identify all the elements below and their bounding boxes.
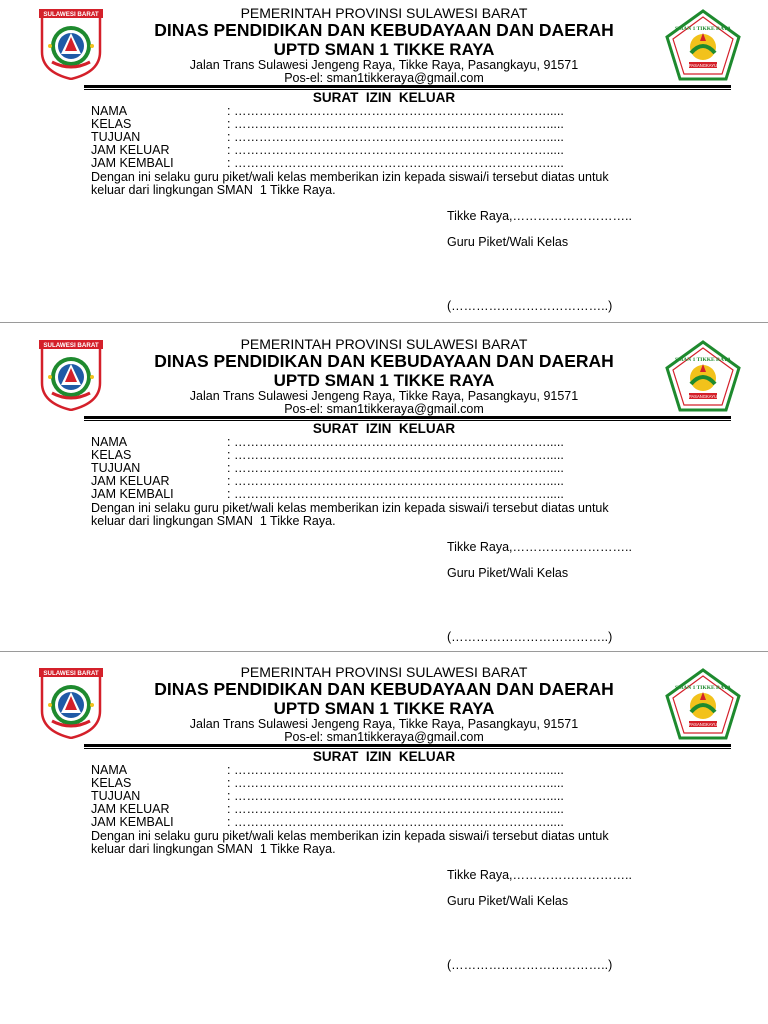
field-separator: : bbox=[227, 763, 231, 777]
field-blank: …………………………………………………………………..... bbox=[233, 130, 564, 144]
field-blank: …………………………………………………………………..... bbox=[233, 802, 564, 816]
field-nama bbox=[91, 435, 564, 449]
school-email: Pos-el: sman1tikkeraya@gmail.com bbox=[284, 730, 484, 744]
field-label: JAM KELUAR bbox=[91, 143, 170, 157]
field-kelas bbox=[91, 776, 564, 790]
permission-statement: Dengan ini selaku guru piket/wali kelas memberikan izin kepada siswai/i tersebut diatas untuk keluar dari lingkungan SMAN 1 Tikke Raya. bbox=[91, 501, 609, 528]
signature-line: (………………………………..) bbox=[447, 299, 613, 313]
field-label: JAM KEMBALI bbox=[91, 487, 174, 501]
letterhead-rule bbox=[84, 416, 731, 419]
field-separator: : bbox=[227, 461, 231, 475]
school-name: UPTD SMAN 1 TIKKE RAYA bbox=[273, 699, 495, 718]
field-separator: : bbox=[227, 474, 231, 488]
permit-slip-1 bbox=[0, 0, 768, 328]
field-blank: …………………………………………………………………..... bbox=[233, 763, 564, 777]
field-tujuan bbox=[91, 789, 564, 803]
field-blank: …………………………………………………………………..... bbox=[233, 156, 564, 170]
field-jam-keluar bbox=[91, 143, 564, 157]
field-blank: …………………………………………………………………..... bbox=[233, 448, 564, 462]
field-blank: …………………………………………………………………..... bbox=[233, 435, 564, 449]
signature-line: (………………………………..) bbox=[447, 958, 613, 972]
field-separator: : bbox=[227, 117, 231, 131]
field-tujuan bbox=[91, 461, 564, 475]
field-jam-keluar bbox=[91, 802, 564, 816]
field-label: NAMA bbox=[91, 104, 128, 118]
field-jam-kembali bbox=[91, 815, 564, 829]
school-address: Jalan Trans Sulawesi Jengeng Raya, Tikke Raya, Pasangkayu, 91571 bbox=[189, 58, 579, 72]
government-name: PEMERINTAH PROVINSI SULAWESI BARAT bbox=[240, 664, 528, 680]
field-separator: : bbox=[227, 776, 231, 790]
field-kelas bbox=[91, 448, 564, 462]
field-blank: …………………………………………………………………..... bbox=[233, 104, 564, 118]
emblem-band-text: PASANGKAYU bbox=[688, 63, 718, 68]
field-separator: : bbox=[227, 487, 231, 501]
field-blank: …………………………………………………………………..... bbox=[233, 815, 564, 829]
emblem-banner-text: SULAWESI BARAT bbox=[43, 670, 99, 677]
field-label: KELAS bbox=[91, 448, 132, 462]
signature-line: (………………………………..) bbox=[447, 630, 613, 644]
field-nama bbox=[91, 763, 564, 777]
form-title: SURAT IZIN KELUAR bbox=[312, 421, 456, 436]
school-email: Pos-el: sman1tikkeraya@gmail.com bbox=[284, 71, 484, 85]
field-label: TUJUAN bbox=[91, 130, 141, 144]
school-name: UPTD SMAN 1 TIKKE RAYA bbox=[273, 40, 495, 59]
emblem-banner-text: SULAWESI BARAT bbox=[43, 11, 99, 18]
field-separator: : bbox=[227, 815, 231, 829]
government-name: PEMERINTAH PROVINSI SULAWESI BARAT bbox=[240, 5, 528, 21]
field-blank: …………………………………………………………………..... bbox=[233, 776, 564, 790]
field-blank: …………………………………………………………………..... bbox=[233, 474, 564, 488]
emblem-band-text: PASANGKAYU bbox=[688, 394, 718, 399]
field-separator: : bbox=[227, 789, 231, 803]
field-blank: …………………………………………………………………..... bbox=[233, 487, 564, 501]
field-blank: …………………………………………………………………..... bbox=[233, 789, 564, 803]
field-label: NAMA bbox=[91, 435, 128, 449]
form-title: SURAT IZIN KELUAR bbox=[312, 749, 456, 764]
field-label: JAM KELUAR bbox=[91, 802, 170, 816]
government-name: PEMERINTAH PROVINSI SULAWESI BARAT bbox=[240, 336, 528, 352]
school-name: UPTD SMAN 1 TIKKE RAYA bbox=[273, 371, 495, 390]
letterhead-rule bbox=[84, 85, 731, 88]
field-tujuan bbox=[91, 130, 564, 144]
field-label: TUJUAN bbox=[91, 789, 141, 803]
agency-name: DINAS PENDIDIKAN DAN KEBUDAYAAN DAN DAERAH bbox=[154, 679, 614, 699]
field-label: KELAS bbox=[91, 776, 132, 790]
place-date: Tikke Raya,……………………….. bbox=[447, 868, 632, 882]
agency-name: DINAS PENDIDIKAN DAN KEBUDAYAAN DAN DAERAH bbox=[154, 351, 614, 371]
field-nama bbox=[91, 104, 564, 118]
emblem-school-text: SMAN 1 TIKKE RAYA bbox=[675, 26, 731, 32]
field-separator: : bbox=[227, 130, 231, 144]
cut-line bbox=[0, 322, 768, 323]
field-label: JAM KELUAR bbox=[91, 474, 170, 488]
cut-line bbox=[0, 651, 768, 652]
emblem-school-text: SMAN 1 TIKKE RAYA bbox=[675, 357, 731, 363]
letterhead-rule bbox=[84, 744, 731, 747]
agency-name: DINAS PENDIDIKAN DAN KEBUDAYAAN DAN DAERAH bbox=[154, 20, 614, 40]
signer-role: Guru Piket/Wali Kelas bbox=[447, 235, 569, 249]
field-jam-kembali bbox=[91, 487, 564, 501]
field-label: NAMA bbox=[91, 763, 128, 777]
field-blank: …………………………………………………………………..... bbox=[233, 461, 564, 475]
field-separator: : bbox=[227, 802, 231, 816]
form-title: SURAT IZIN KELUAR bbox=[312, 90, 456, 105]
permit-slip-2 bbox=[0, 331, 768, 659]
place-date: Tikke Raya,……………………….. bbox=[447, 209, 632, 223]
field-separator: : bbox=[227, 143, 231, 157]
field-label: TUJUAN bbox=[91, 461, 141, 475]
field-blank: …………………………………………………………………..... bbox=[233, 117, 564, 131]
field-jam-keluar bbox=[91, 474, 564, 488]
place-date: Tikke Raya,……………………….. bbox=[447, 540, 632, 554]
permit-slip-3 bbox=[0, 659, 768, 987]
school-address: Jalan Trans Sulawesi Jengeng Raya, Tikke Raya, Pasangkayu, 91571 bbox=[189, 717, 579, 731]
field-separator: : bbox=[227, 448, 231, 462]
emblem-band-text: PASANGKAYU bbox=[688, 722, 718, 727]
signer-role: Guru Piket/Wali Kelas bbox=[447, 894, 569, 908]
school-email: Pos-el: sman1tikkeraya@gmail.com bbox=[284, 402, 484, 416]
field-blank: …………………………………………………………………..... bbox=[233, 143, 564, 157]
field-separator: : bbox=[227, 104, 231, 118]
field-separator: : bbox=[227, 435, 231, 449]
signer-role: Guru Piket/Wali Kelas bbox=[447, 566, 569, 580]
emblem-banner-text: SULAWESI BARAT bbox=[43, 342, 99, 349]
field-jam-kembali bbox=[91, 156, 564, 170]
school-address: Jalan Trans Sulawesi Jengeng Raya, Tikke Raya, Pasangkayu, 91571 bbox=[189, 389, 579, 403]
field-kelas bbox=[91, 117, 564, 131]
field-label: JAM KEMBALI bbox=[91, 815, 174, 829]
field-label: JAM KEMBALI bbox=[91, 156, 174, 170]
field-separator: : bbox=[227, 156, 231, 170]
emblem-school-text: SMAN 1 TIKKE RAYA bbox=[675, 685, 731, 691]
permission-statement: Dengan ini selaku guru piket/wali kelas memberikan izin kepada siswai/i tersebut diatas untuk keluar dari lingkungan SMAN 1 Tikke Raya. bbox=[91, 170, 609, 197]
permission-statement: Dengan ini selaku guru piket/wali kelas memberikan izin kepada siswai/i tersebut diatas untuk keluar dari lingkungan SMAN 1 Tikke Raya. bbox=[91, 829, 609, 856]
field-label: KELAS bbox=[91, 117, 132, 131]
